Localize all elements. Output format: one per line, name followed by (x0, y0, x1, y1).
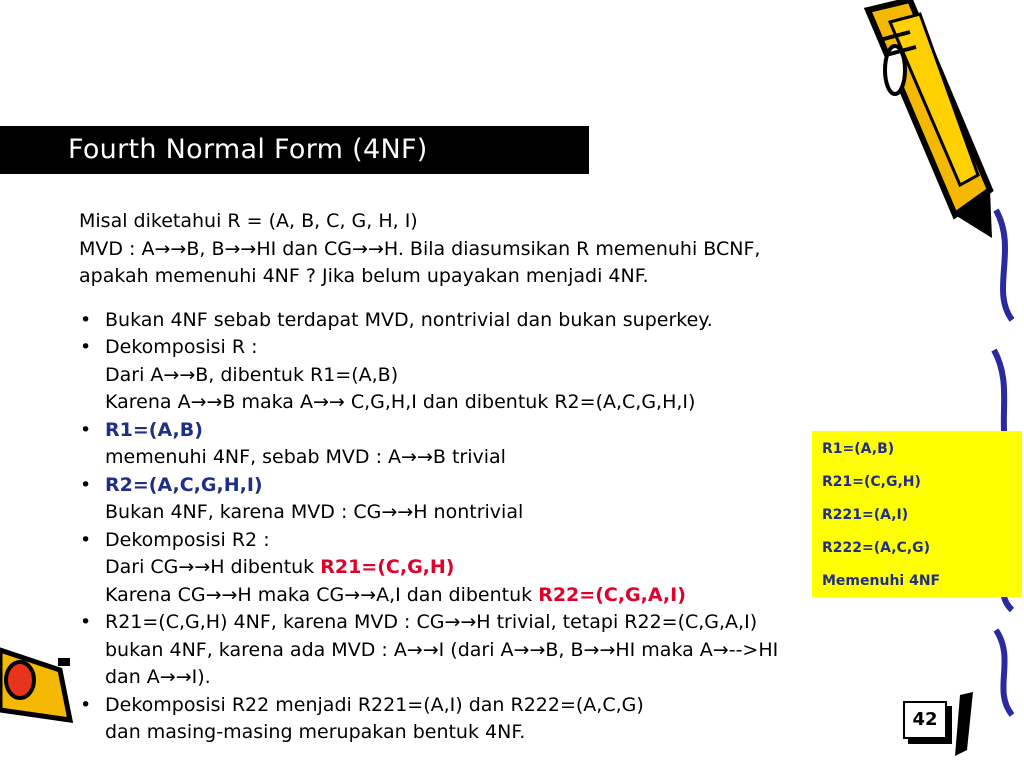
intro-line-2: MVD : A→→B, B→→HI dan CG→→H. Bila diasumsikan R memenuhi BCNF, (79, 237, 761, 260)
summary-box (812, 431, 1022, 597)
bullet-text: Dekomposisi R : (105, 336, 258, 358)
bullet-icon: • (80, 473, 92, 496)
pencil-top-icon (860, 0, 1000, 240)
slide-title: Fourth Normal Form (4NF) (68, 134, 428, 165)
bullet-continuation: Dari A→→B, dibentuk R1=(A,B) (105, 363, 399, 386)
summary-item: R21=(C,G,H) (822, 474, 921, 490)
bullet-item (79, 692, 979, 720)
intro-line-1: Misal diketahui R = (A, B, C, G, H, I) (79, 210, 418, 232)
relation-r1: R1=(A,B) (105, 418, 203, 441)
bullet-continuation: Bukan 4NF, karena MVD : CG→→H nontrivial (105, 501, 524, 523)
bullet-continuation: dan masing-masing merupakan bentuk 4NF. (105, 721, 526, 743)
bullet-icon: • (80, 308, 92, 331)
bullet-text: Bukan 4NF sebab terdapat MVD, nontrivial dan bukan superkey. (105, 308, 713, 331)
relation-r2: R2=(A,C,G,H,I) (105, 473, 263, 496)
title-bar (0, 126, 589, 174)
summary-item: R221=(A,I) (822, 507, 909, 523)
bullet-text: Dekomposisi R2 : (105, 528, 270, 551)
relation-r22: R22=(C,G,A,I) (538, 583, 686, 606)
intro-line-3: apakah memenuhi 4NF ? Jika belum upayakan menjadi 4NF. (79, 265, 649, 287)
bullet-icon: • (80, 528, 92, 551)
summary-item: R222=(A,C,G) (822, 540, 931, 556)
bullet-continuation: bukan 4NF, karena ada MVD : A→→I (dari A→→B, B→→HI maka A→-->HI (105, 638, 779, 661)
summary-item: R1=(A,B) (822, 441, 895, 457)
pencil-bottom-icon (0, 640, 80, 740)
bullet-text: R21=(C,G,H) 4NF, karena MVD : CG→→H trivial, tetapi R22=(C,G,A,I) (105, 611, 758, 633)
bullet-icon: • (80, 611, 92, 633)
bullet-item (79, 334, 979, 362)
bullet-continuation: memenuhi 4NF, sebab MVD : A→→B trivial (105, 446, 506, 468)
line-text: Karena CG→→H maka CG→→A,I dan dibentuk (105, 583, 539, 606)
bullet-icon: • (80, 336, 92, 358)
line-text: Dari CG→→H dibentuk (105, 556, 321, 578)
bullet-text: Dekomposisi R22 menjadi R221=(A,I) dan R222=(A,C,G) (105, 693, 644, 716)
bullet-icon: • (80, 418, 92, 441)
bullet-continuation: Karena A→→B maka A→→ C,G,H,I dan dibentuk R2=(A,C,G,H,I) (105, 391, 696, 413)
bullet-item (79, 307, 979, 335)
bullet-item (79, 609, 979, 637)
summary-item: Memenuhi 4NF (822, 573, 941, 589)
page-number: 42 (903, 701, 947, 739)
relation-r21: R21=(C,G,H) (320, 556, 455, 578)
bullet-icon: • (80, 693, 92, 716)
bullet-continuation: dan A→→I). (105, 666, 211, 688)
